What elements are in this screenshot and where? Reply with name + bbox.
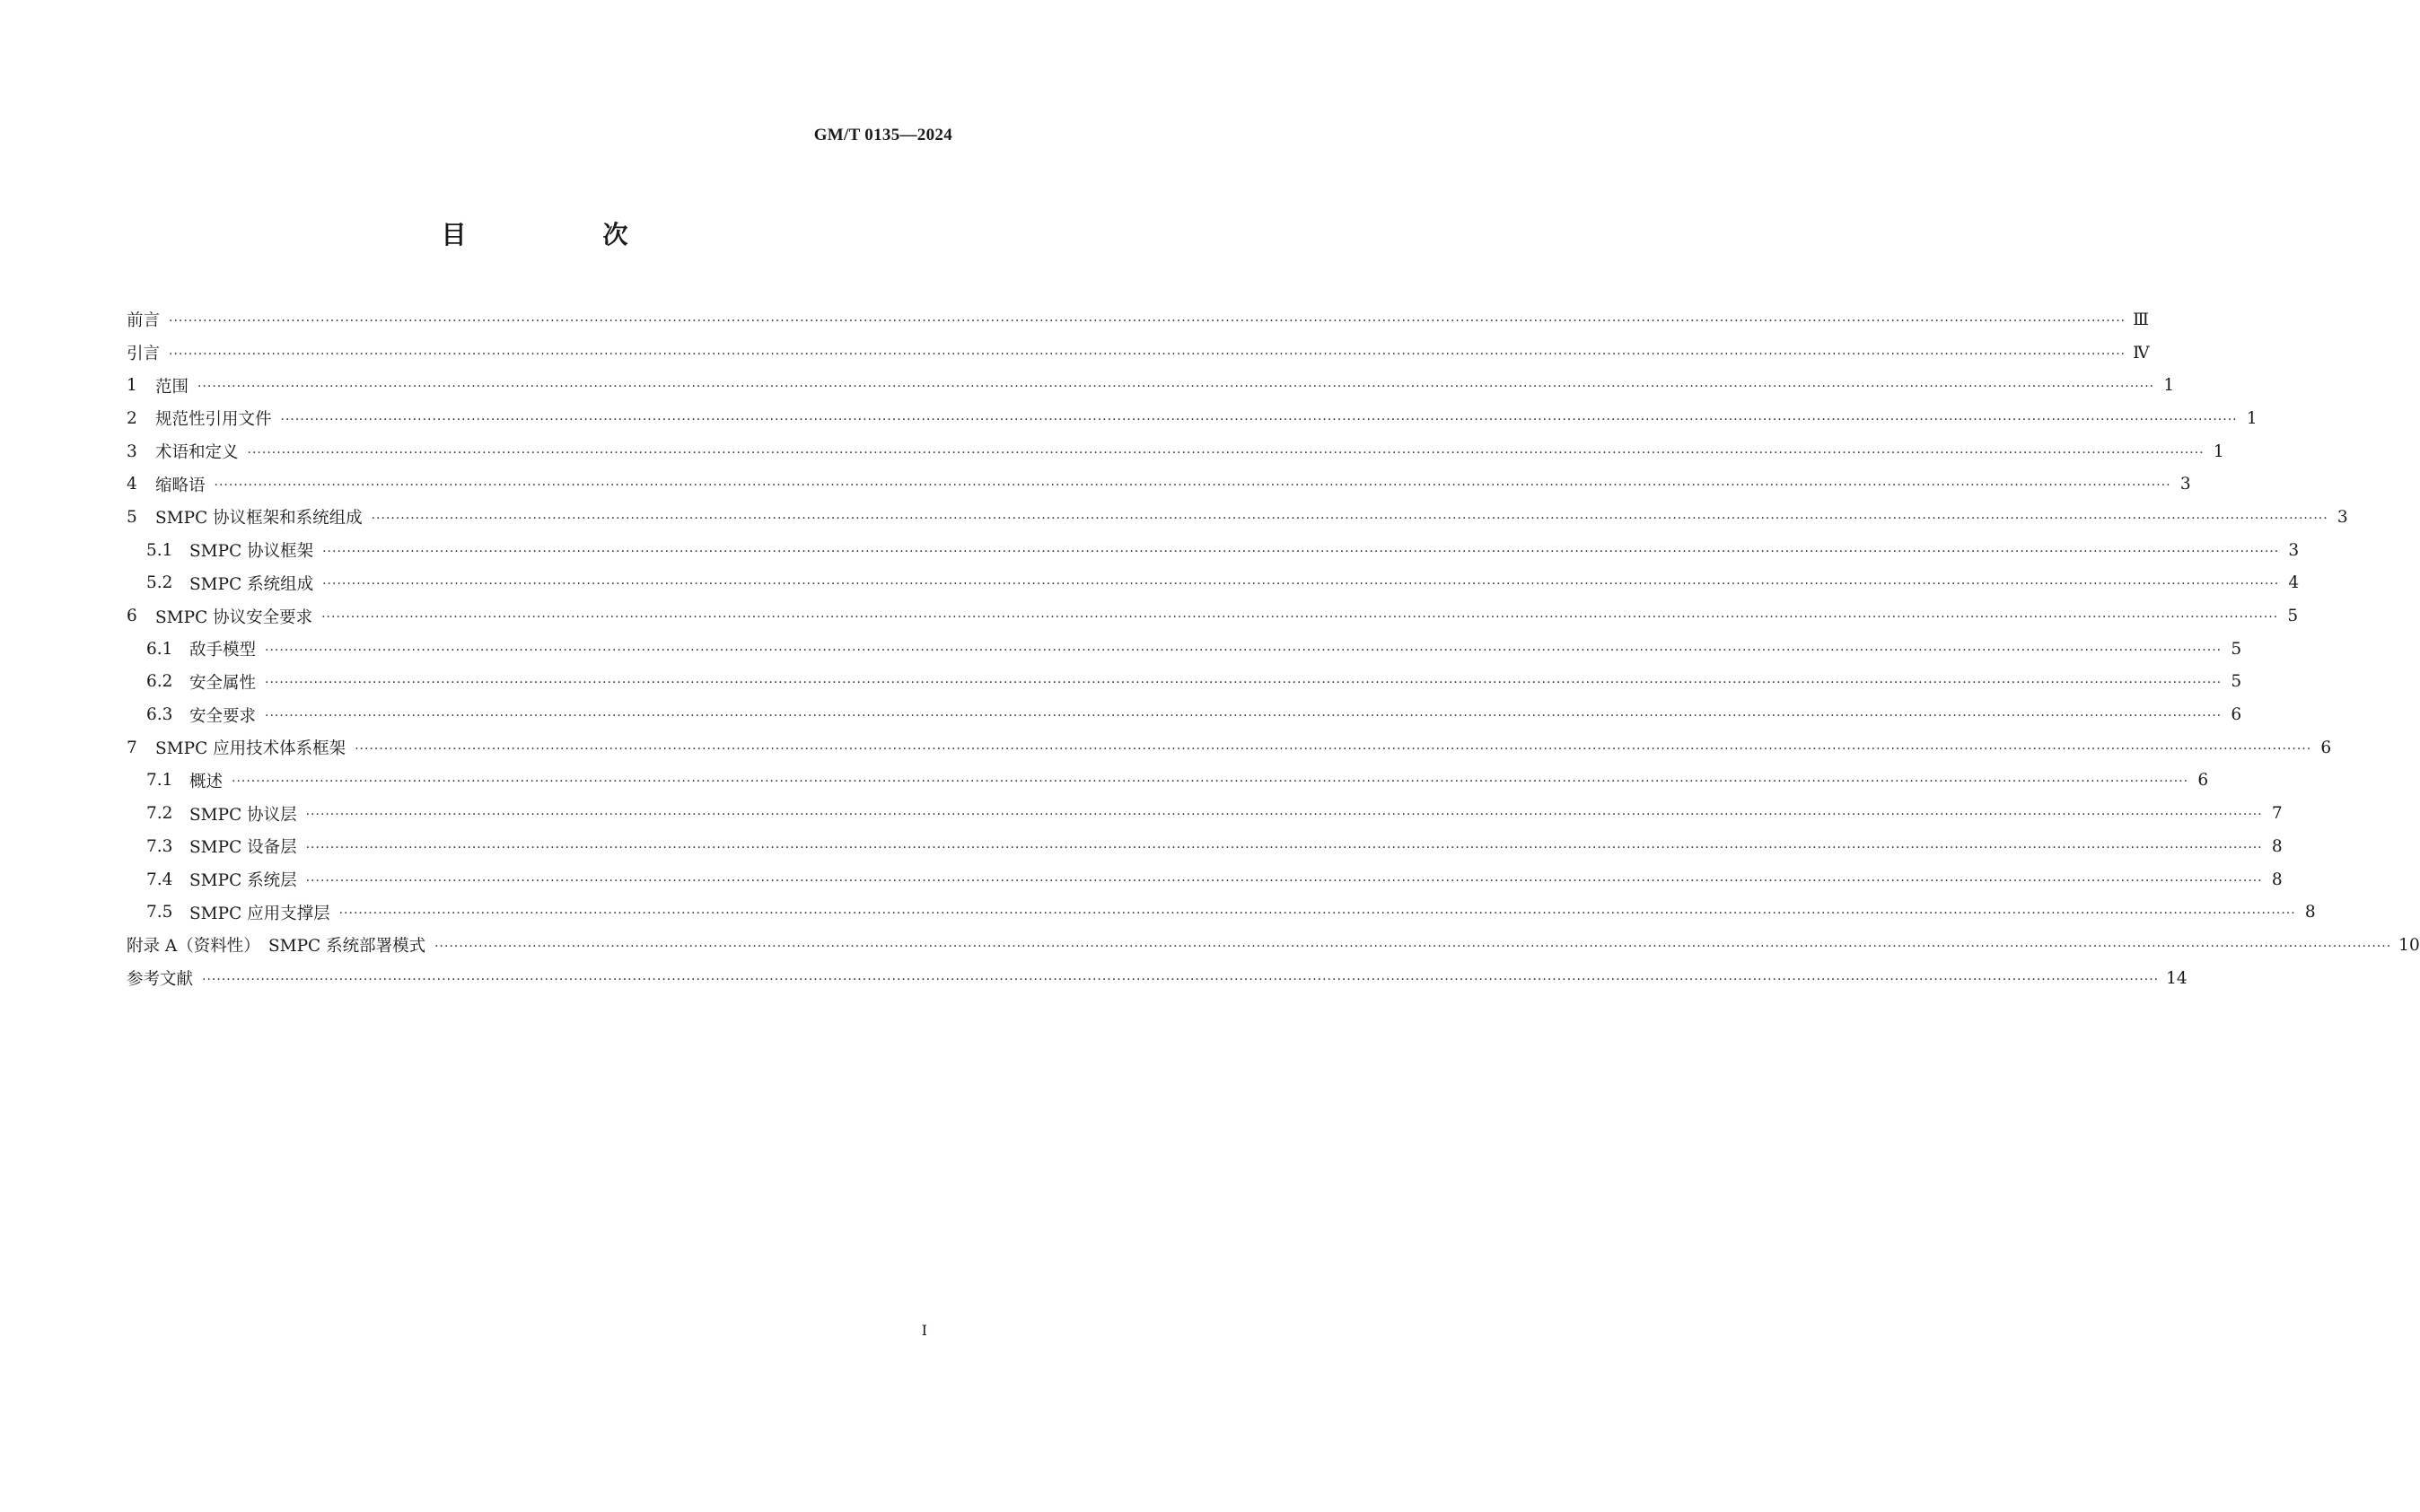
toc-entry-label: 安全要求 — [189, 706, 257, 726]
dot-leader: ················································································································································································································································································································································································································ — [280, 412, 2238, 427]
toc-entry[interactable] — [127, 765, 2209, 798]
dot-leader: ················································································································································································································································································································································································································ — [321, 610, 2279, 625]
table-of-contents — [127, 303, 2420, 994]
dot-leader: ················································································································································································································································································································································································································ — [169, 313, 2126, 328]
toc-entry[interactable] — [127, 369, 2175, 402]
toc-entry[interactable] — [127, 830, 2283, 863]
toc-entry-label: SMPC 系统层 — [189, 871, 297, 891]
dot-leader: ················································································································································································································································································································································································································ — [247, 445, 2205, 460]
toc-entry[interactable] — [127, 534, 2300, 567]
toc-entry[interactable] — [127, 501, 2348, 534]
toc-entry[interactable] — [127, 863, 2283, 896]
toc-entry-label: SMPC 协议安全要求 — [155, 607, 313, 627]
dot-leader: ················································································································································································································································································································································································································ — [371, 511, 2328, 526]
toc-entry-number: 6.2 — [146, 672, 173, 692]
toc-entry-page: 8 — [2271, 870, 2283, 889]
dot-leader: ················································································································································································································································································································································································································ — [232, 774, 2189, 790]
toc-entry-page: 6 — [2320, 738, 2332, 757]
toc-entry-page: Ⅳ — [2133, 343, 2150, 363]
toc-entry-page: 1 — [2246, 408, 2258, 428]
toc-entry[interactable] — [127, 896, 2316, 929]
toc-entry-number: 6 — [127, 607, 137, 626]
toc-entry-label: 概述 — [189, 772, 224, 791]
dot-leader: ················································································································································································································································································································································································································ — [214, 478, 2171, 494]
toc-entry-page: 1 — [2213, 441, 2224, 461]
toc-entry-page: Ⅲ — [2133, 310, 2149, 329]
toc-entry-number: 7 — [127, 738, 137, 757]
toc-entry-page: 14 — [2166, 968, 2188, 988]
toc-entry-number: 6.1 — [146, 639, 173, 659]
toc-entry-label: 附录 A（资料性） SMPC 系统部署模式 — [127, 937, 426, 957]
standard-code: GM/T 0135—2024 — [813, 126, 952, 144]
toc-entry[interactable] — [127, 567, 2300, 600]
toc-entry-page: 6 — [2197, 771, 2209, 791]
toc-entry-number: 7.5 — [146, 903, 173, 922]
dot-leader: ················································································································································································································································································································································································································ — [169, 346, 2126, 362]
toc-entry-label: SMPC 应用支撑层 — [189, 904, 330, 923]
toc-entry[interactable] — [127, 633, 2242, 666]
toc-entry-label: SMPC 应用技术体系框架 — [155, 739, 346, 759]
dot-leader: ················································································································································································································································································································································································································ — [338, 906, 2296, 922]
toc-entry-page: 10 — [2398, 935, 2420, 955]
toc-entry-label: 缩略语 — [155, 476, 206, 495]
toc-entry-label: 规范性引用文件 — [155, 410, 272, 430]
toc-entry-page: 7 — [2271, 804, 2283, 824]
toc-entry[interactable] — [127, 599, 2299, 633]
toc-entry[interactable] — [127, 303, 2149, 336]
toc-entry[interactable] — [127, 666, 2242, 699]
toc-entry-number: 2 — [127, 408, 137, 428]
dot-leader: ················································································································································································································································································································································································································ — [305, 873, 2263, 888]
toc-title: 目 次 — [441, 220, 684, 249]
toc-entry-label: SMPC 协议层 — [189, 805, 297, 825]
toc-entry-page: 5 — [2231, 639, 2242, 659]
toc-entry-number: 5.1 — [146, 540, 173, 560]
dot-leader: ················································································································································································································································································································································································································ — [355, 741, 2312, 756]
toc-entry-page: 5 — [2231, 672, 2242, 692]
toc-entry-number: 3 — [127, 441, 137, 461]
toc-entry[interactable] — [127, 962, 2188, 995]
toc-entry-number: 6.3 — [146, 705, 173, 725]
toc-entry-label: 前言 — [127, 311, 161, 331]
toc-entry[interactable] — [127, 435, 2224, 468]
toc-entry-page: 5 — [2287, 607, 2299, 626]
toc-entry-number: 7.3 — [146, 836, 173, 856]
toc-entry-number: 7.2 — [146, 804, 173, 824]
toc-entry[interactable] — [127, 731, 2332, 765]
toc-entry[interactable] — [127, 336, 2150, 370]
dot-leader: ················································································································································································································································································································································································································ — [265, 709, 2223, 724]
toc-entry-page: 3 — [2288, 540, 2300, 560]
dot-leader: ················································································································································································································································································································································································································ — [265, 676, 2223, 691]
toc-entry[interactable] — [127, 468, 2191, 501]
toc-entry[interactable] — [127, 698, 2242, 731]
page-number: Ⅰ — [921, 1322, 927, 1339]
dot-leader: ················································································································································································································································································································································································································ — [434, 939, 2392, 954]
toc-entry-label: SMPC 协议框架 — [189, 542, 314, 562]
toc-entry-label: 参考文献 — [127, 970, 194, 990]
dot-leader: ················································································································································································································································································································································································································ — [305, 808, 2263, 823]
dot-leader: ················································································································································································································································································································································································································ — [202, 972, 2160, 987]
dot-leader: ················································································································································································································································································································································································································ — [197, 380, 2155, 395]
toc-entry-label: SMPC 系统组成 — [189, 574, 314, 594]
toc-entry-label: 引言 — [127, 345, 161, 364]
toc-entry[interactable] — [127, 929, 2420, 962]
dot-leader: ················································································································································································································································································································································································································ — [322, 544, 2280, 559]
toc-entry-label: SMPC 协议框架和系统组成 — [155, 509, 363, 529]
toc-entry[interactable] — [127, 402, 2258, 435]
toc-entry-label: SMPC 设备层 — [189, 838, 297, 858]
toc-entry[interactable] — [127, 797, 2283, 830]
toc-entry-page: 8 — [2271, 836, 2283, 856]
dot-leader: ················································································································································································································································································································································································································ — [305, 840, 2263, 855]
toc-entry-number: 7.4 — [146, 870, 173, 889]
toc-entry-page: 1 — [2163, 376, 2175, 396]
dot-leader: ················································································································································································································································································································································································································ — [322, 577, 2280, 592]
toc-entry-number: 4 — [127, 475, 137, 494]
toc-entry-number: 7.1 — [146, 771, 173, 791]
toc-entry-number: 5.2 — [146, 573, 173, 593]
toc-entry-page: 8 — [2304, 903, 2316, 922]
toc-entry-page: 6 — [2231, 705, 2242, 725]
toc-entry-page: 3 — [2337, 507, 2348, 527]
toc-entry-number: 1 — [127, 376, 137, 396]
toc-entry-page: 4 — [2288, 573, 2300, 593]
toc-entry-number: 5 — [127, 507, 137, 527]
toc-entry-label: 范围 — [155, 377, 189, 397]
toc-entry-label: 安全属性 — [189, 673, 257, 693]
toc-entry-label: 术语和定义 — [155, 443, 239, 463]
toc-entry-label: 敌手模型 — [189, 641, 257, 660]
toc-entry-page: 3 — [2179, 475, 2191, 494]
dot-leader: ················································································································································································································································································································································································································ — [265, 642, 2223, 658]
